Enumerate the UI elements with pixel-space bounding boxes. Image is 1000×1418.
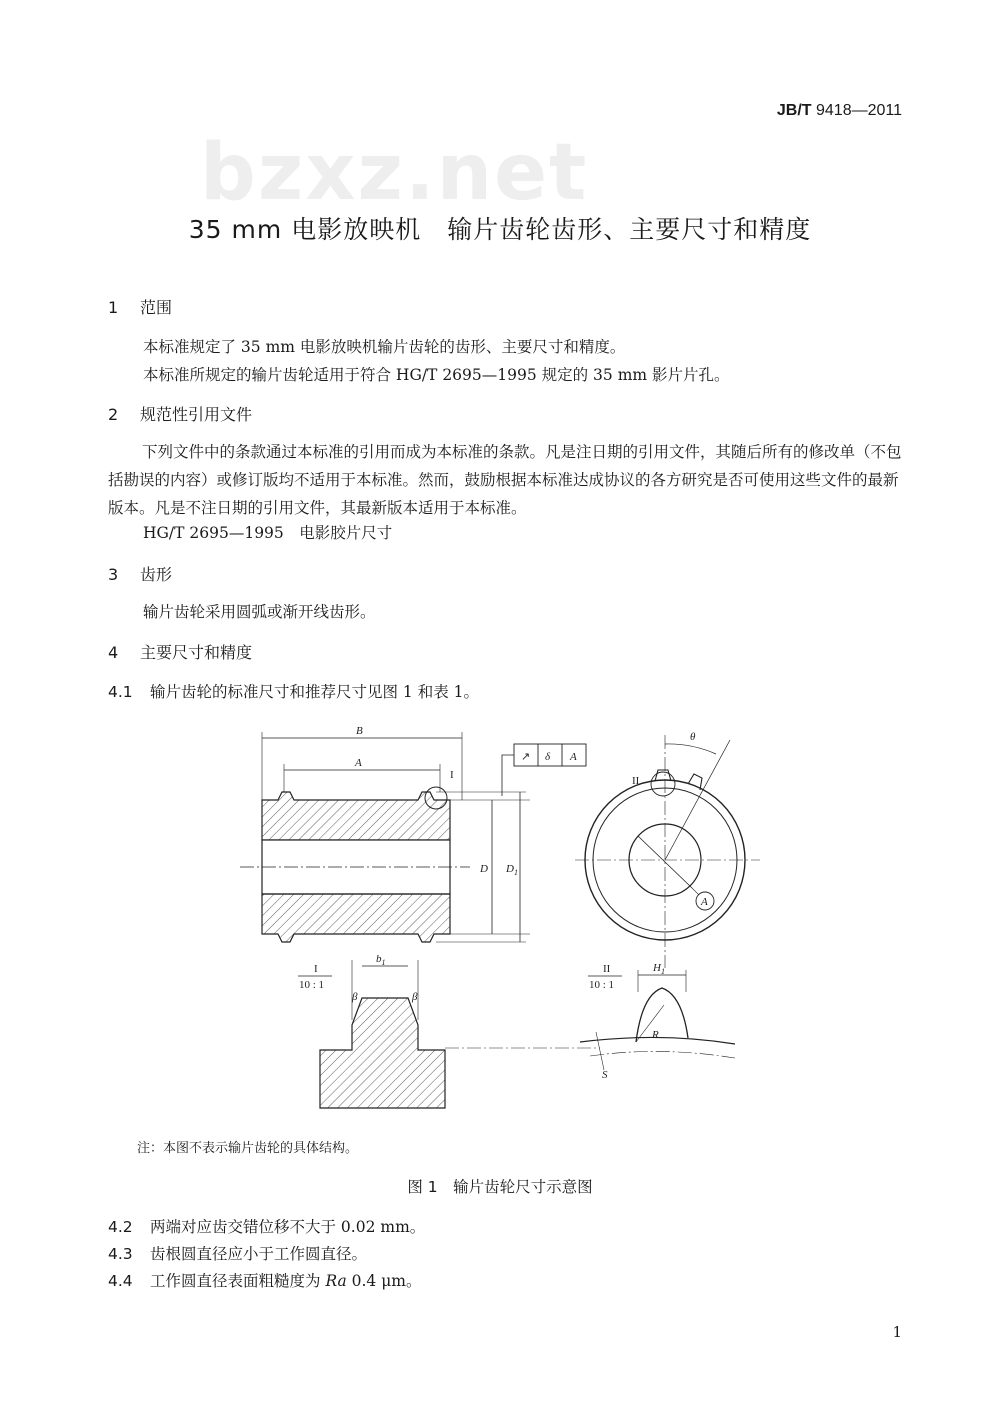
detail-I-title: I	[314, 963, 318, 975]
watermark: bzxz.net	[200, 128, 589, 218]
section-3-line: 输片齿轮采用圆弧或渐开线齿形。	[143, 603, 376, 621]
dim-D-label: D	[480, 863, 488, 875]
page-number: 1	[892, 1323, 902, 1341]
section-2-reference: HG/T 2695—1995 电影胶片尺寸	[143, 524, 393, 542]
dim-B-label: B	[356, 725, 363, 737]
clause-4-3	[108, 1242, 367, 1264]
standard-code	[777, 102, 902, 120]
tolerance-value: δ	[545, 751, 551, 763]
clause-4-3-number: 4.3	[108, 1245, 133, 1263]
datum-A-label: A	[701, 896, 708, 908]
angle-theta-label: θ	[690, 731, 696, 743]
section-2-heading	[108, 402, 252, 425]
tolerance-datum: A	[570, 751, 577, 763]
section-4-heading	[108, 640, 252, 663]
section-1-heading	[108, 295, 172, 318]
section-2-title: 规范性引用文件	[140, 405, 253, 424]
detail-II-title: II	[603, 963, 611, 975]
dim-b1-label: $b_1$	[376, 953, 386, 967]
document-title: 35 mm 电影放映机 输片齿轮齿形、主要尺寸和精度	[188, 215, 812, 244]
clause-4-4	[108, 1269, 422, 1291]
section-4-number: 4	[108, 643, 119, 662]
dim-H1-label: $H_1$	[653, 962, 665, 976]
gear-front-view	[575, 735, 760, 968]
clause-4-2-number: 4.2	[108, 1218, 133, 1236]
standard-code-prefix: JB/T	[776, 102, 812, 119]
dim-A-label: A	[355, 757, 362, 769]
section-1-line-1: 本标准规定了 35 mm 电影放映机输片齿轮的齿形、主要尺寸和精度。	[143, 338, 626, 356]
clause-4-1-text: 输片齿轮的标准尺寸和推荐尺寸见图 1 和表 1。	[150, 683, 480, 701]
detail-II-marker: II	[632, 775, 640, 787]
detail-I-marker: I	[450, 769, 454, 781]
section-1-line-2: 本标准所规定的输片齿轮适用于符合 HG/T 2695—1995 规定的 35 mm 影片片孔。	[143, 366, 730, 384]
clause-4-1	[108, 680, 479, 702]
section-3-title: 齿形	[140, 565, 173, 584]
standard-code-number: 9418—2011	[816, 102, 902, 119]
detail-II-scale: 10 : 1	[589, 979, 615, 991]
section-2-paragraph: 下列文件中的条款通过本标准的引用而成为本标准的条款。凡是注日期的引用文件，其随后所有的修改单（不包括勘误的内容）或修订版均不适用于本标准。然而，鼓励根据本标准达成协议的各方研究是否可使用这些文件的最新版本。凡是不注日期的引用文件，其最新版本适用于本标准。	[108, 443, 902, 517]
clause-4-1-number: 4.1	[108, 683, 133, 701]
clause-4-3-text: 齿根圆直径应小于工作圆直径。	[150, 1245, 368, 1263]
figure-note: 注：本图不表示输片齿轮的具体结构。	[137, 1141, 359, 1156]
dim-D1-label: $D_1$	[506, 863, 518, 877]
figure-caption: 图 1 输片齿轮尺寸示意图	[407, 1178, 593, 1196]
radius-R-label: R	[652, 1029, 659, 1041]
angle-beta-left: β	[352, 991, 358, 1003]
detail-I-scale: 10 : 1	[299, 979, 325, 991]
clause-4-2	[108, 1215, 425, 1237]
detail-I-tooth-section	[320, 998, 445, 1108]
tolerance-symbol: ↗	[521, 751, 531, 763]
section-3-heading	[108, 562, 172, 585]
gear-section-view	[240, 787, 470, 942]
clause-4-4-ra: Ra	[325, 1272, 347, 1290]
section-1-number: 1	[108, 298, 119, 317]
clause-4-4-text-after: 0.4 μm。	[346, 1272, 422, 1290]
section-4-title: 主要尺寸和精度	[140, 643, 253, 662]
detail-II-tooth-profile	[636, 988, 688, 1042]
clause-4-4-number: 4.4	[108, 1272, 133, 1290]
clause-4-4-text-before: 工作圆直径表面粗糙度为	[150, 1272, 326, 1290]
section-1-title: 范围	[140, 298, 173, 317]
clause-4-2-text: 两端对应齿交错位移不大于 0.02 mm。	[150, 1218, 426, 1236]
section-2-number: 2	[108, 405, 119, 424]
dim-S-label: S	[602, 1069, 608, 1081]
angle-beta-right: β	[412, 991, 418, 1003]
gear-drawing	[240, 720, 760, 1120]
section-3-number: 3	[108, 565, 119, 584]
